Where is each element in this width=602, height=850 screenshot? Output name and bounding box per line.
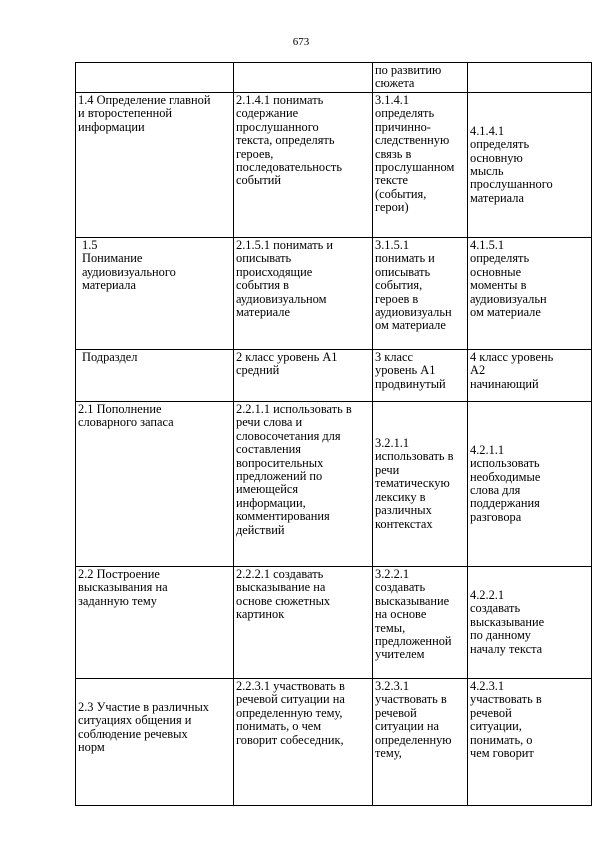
table-cell <box>468 238 592 350</box>
cell-text: 4.2.2.1 создавать высказывание по данному началу текста <box>470 587 545 656</box>
table-cell <box>468 402 592 567</box>
table-cell <box>468 679 592 806</box>
table-cell <box>234 238 373 350</box>
cell-text: 4.1.4.1 определять основную мысль прослушанного материала <box>470 123 553 205</box>
table-cell <box>468 350 592 402</box>
cell-text: 4.1.5.1 определять основные моменты в аудиовизуальн ом материале <box>470 238 547 320</box>
table-cell <box>234 679 373 806</box>
cell-text: 2.2.1.1 использовать в речи слова и словосочетания для составления вопросительных предложений по имеющейся информации, комментирования действий <box>236 402 352 537</box>
cell-text: 2.2 Построение высказывания на заданную тему <box>78 567 168 608</box>
cell-text: 3.1.5.1 понимать и описывать события, героев в аудиовизуальн ом материале <box>375 238 452 333</box>
curriculum-table <box>75 62 592 806</box>
table-cell <box>468 567 592 679</box>
table-row <box>76 63 592 93</box>
table-cell <box>234 350 373 402</box>
cell-text: 3.1.4.1 определять причинно- следственную связь в прослушанном тексте (события, герои) <box>375 93 455 215</box>
cell-text: 4 класс уровень А2 начинающий <box>470 350 554 391</box>
table-cell <box>373 63 468 93</box>
table-cell <box>76 93 234 238</box>
cell-text: 2.2.3.1 участвовать в речевой ситуации на определенную тему, понимать, о чем говорит собеседник, <box>236 679 345 747</box>
table-cell <box>234 63 373 93</box>
cell-text: 2.2.2.1 создавать высказывание на основе сюжетных картинок <box>236 567 331 622</box>
table-cell <box>234 567 373 679</box>
table-row <box>76 402 592 567</box>
table-row <box>76 679 592 806</box>
cell-text: 4.2.1.1 использовать необходимые слова для поддержания разговора <box>470 442 541 524</box>
table-cell <box>373 567 468 679</box>
cell-text: 4.2.3.1 участвовать в речевой ситуации, понимать, о чем говорит <box>470 679 542 761</box>
cell-text: 3.2.1.1 использовать в речи тематическую лексику в различных контекстах <box>375 436 454 531</box>
table-cell <box>234 93 373 238</box>
cell-text: 2.1 Пополнение словарного запаса <box>78 402 174 430</box>
table-row <box>76 238 592 350</box>
cell-text: 2.3 Участие в различных ситуациях общения и соблюдение речевых норм <box>78 700 209 755</box>
cell-text: 3.2.3.1 участвовать в речевой ситуации на определенную тему, <box>375 679 452 761</box>
cell-text: 1.5 Понимание аудиовизуального материала <box>82 238 176 293</box>
table-cell <box>468 63 592 93</box>
table-cell <box>76 63 234 93</box>
cell-text: 1.4 Определение главной и второстепенной информации <box>78 93 211 134</box>
page-number: 673 <box>292 36 310 48</box>
cell-text: 2.1.5.1 понимать и описывать происходящие события в аудиовизуальном материале <box>236 238 333 320</box>
table-cell <box>76 238 234 350</box>
table-cell <box>373 93 468 238</box>
table-cell <box>468 93 592 238</box>
table-cell <box>373 402 468 567</box>
cell-text: по развитию сюжета <box>375 63 442 91</box>
table-row <box>76 567 592 679</box>
table-cell <box>76 350 234 402</box>
cell-text: Подраздел <box>82 350 138 364</box>
cell-text: 2.1.4.1 понимать содержание прослушанного текста, определять героев, последовательность событий <box>236 93 342 188</box>
table-cell <box>373 350 468 402</box>
table-cell <box>76 402 234 567</box>
table-row <box>76 93 592 238</box>
cell-text: 3.2.2.1 создавать высказывание на основе темы, предложенной учителем <box>375 567 452 662</box>
table-cell <box>373 679 468 806</box>
table-cell <box>234 402 373 567</box>
cell-text: 3 класс уровень А1 продвинутый <box>375 350 446 391</box>
table-cell <box>373 238 468 350</box>
table-row <box>76 350 592 402</box>
table-cell <box>76 679 234 806</box>
cell-text: 2 класс уровень А1 средний <box>236 350 338 378</box>
table-cell <box>76 567 234 679</box>
